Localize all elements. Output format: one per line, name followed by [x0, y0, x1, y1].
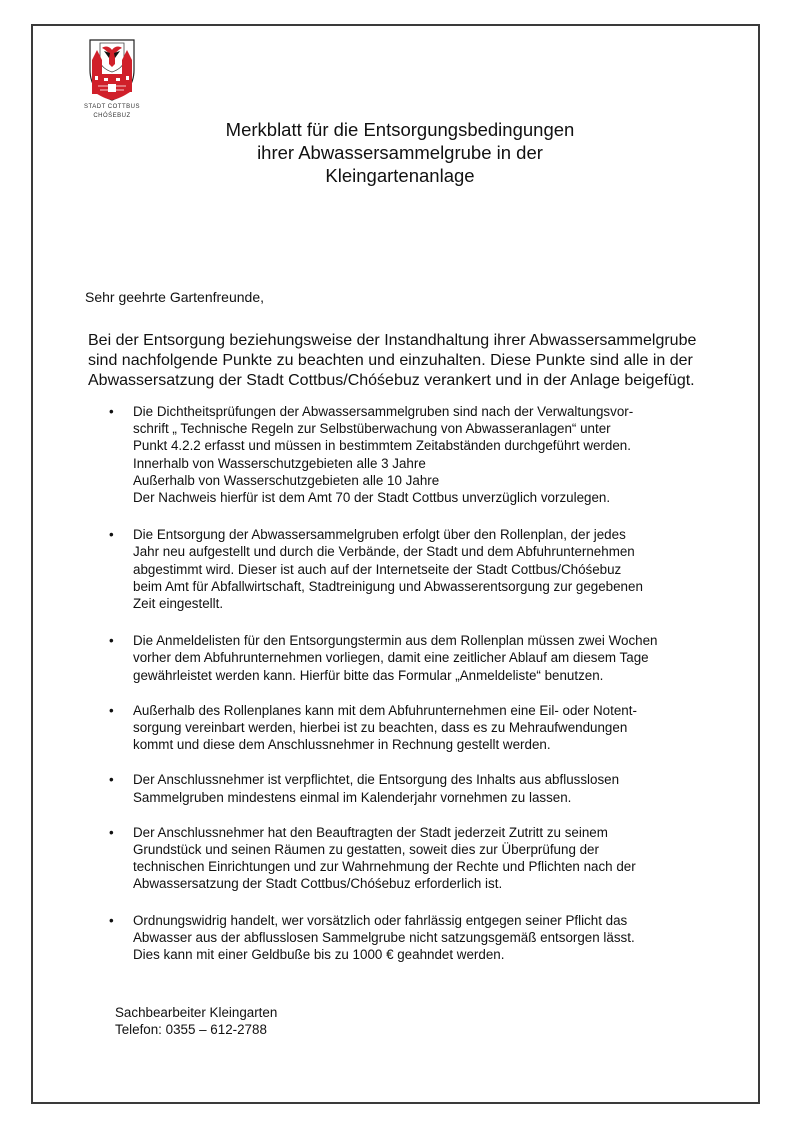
list-item — [104, 912, 724, 964]
bullet-icon: • — [109, 527, 114, 543]
list-item-line: Die Dichtheitsprüfungen der Abwassersammelgruben sind nach der Verwaltungsvor- — [133, 404, 634, 419]
list-item-line: Zeit eingestellt. — [133, 596, 224, 612]
list-item-line: beim Amt für Abfallwirtschaft, Stadtreinigung und Abwasserentsorgung zur gegebenen — [133, 578, 643, 594]
list-item-line: gewährleistet werden kann. Hierfür bitte das Formular „Anmeldeliste“ benutzen. — [133, 667, 604, 683]
list-item-line: Der Anschlussnehmer ist verpflichtet, die Entsorgung des Inhalts aus abflusslosen — [133, 772, 620, 788]
list-item-line: Außerhalb des Rollenplanes kann mit dem Abfuhrunternehmen eine Eil- oder Notent- — [133, 702, 637, 718]
list-item — [104, 632, 724, 684]
list-item-line: sorgung vereinbart werden, hierbei ist zu beachten, dass es zu Mehraufwendungen — [133, 720, 628, 736]
logo-caption-line: CHÓŚEBUZ — [93, 113, 131, 119]
intro-line: Abwassersatzung der Stadt Cottbus/Chóśebuz verankert und in der Anlage beigefügt. — [88, 372, 695, 389]
logo-caption-line: STADT COTTBUS — [84, 104, 140, 110]
list-item-line: Punkt 4.2.2 erfasst und müssen in bestimmtem Zeitabständen durchgeführt werden. — [133, 438, 631, 454]
list-item-line: Dies kann mit einer Geldbuße bis zu 1000 € geahndet werden. — [133, 947, 505, 963]
list-item-line: Grundstück und seinen Räumen zu gestatten, soweit dies zur Überprüfung der — [133, 842, 599, 858]
bullet-icon: • — [109, 702, 114, 718]
list-item-line: Die Anmeldelisten für den Entsorgungstermin aus dem Rollenplan müssen zwei Wochen — [133, 633, 658, 649]
bullet-icon: • — [109, 633, 114, 649]
document-title — [150, 118, 650, 187]
logo-caption — [76, 103, 148, 121]
intro-line: Bei der Entsorgung beziehungsweise der Instandhaltung ihrer Abwassersammelgrube — [88, 332, 697, 349]
list-item-line: Abwasser aus der abflusslosen Sammelgrube nicht satzungsgemäß entsorgen lässt. — [133, 929, 635, 945]
list-item — [104, 824, 724, 893]
list-item-line: schrift „ Technische Regeln zur Selbstüberwachung von Abwasseranlagen“ unter — [133, 421, 611, 437]
title-line: Kleingartenanlage — [325, 165, 475, 186]
contact-phone: Telefon: 0355 – 612-2788 — [115, 1022, 267, 1037]
list-item-line: Der Anschlussnehmer hat den Beauftragten der Stadt jederzeit Zutritt zu seinem — [133, 824, 608, 840]
bullet-icon: • — [109, 912, 114, 928]
bullet-icon: • — [109, 824, 114, 840]
title-line: ihrer Abwassersammelgrube in der — [257, 142, 543, 163]
list-item — [104, 403, 724, 506]
list-item-line: Abwassersatzung der Stadt Cottbus/Chóśebuz erforderlich ist. — [133, 876, 503, 892]
list-item-line: Der Nachweis hierfür ist dem Amt 70 der Stadt Cottbus unverzüglich vorzulegen. — [133, 490, 611, 506]
contact-block — [115, 1004, 277, 1038]
greeting: Sehr geehrte Gartenfreunde, — [85, 289, 265, 305]
title-line: Merkblatt für die Entsorgungsbedingungen — [225, 119, 575, 140]
list-item-line: abgestimmt wird. Dieser ist auch auf der Internetseite der Stadt Cottbus/Chóśebuz — [133, 561, 622, 577]
list-item-line: Innerhalb von Wasserschutzgebieten alle 3 Jahre — [133, 455, 426, 471]
list-item — [104, 526, 724, 612]
list-item-line: kommt und diese dem Anschlussnehmer in Rechnung gestellt werden. — [133, 737, 551, 753]
list-item-line: Außerhalb von Wasserschutzgebieten alle 10 Jahre — [133, 472, 440, 488]
intro-paragraph — [88, 331, 738, 391]
list-item — [104, 702, 724, 754]
list-item-line: Jahr neu aufgestellt und durch die Verbände, der Stadt und dem Abfuhrunternehmen — [133, 544, 635, 560]
contact-role: Sachbearbeiter Kleingarten — [115, 1005, 278, 1020]
list-item — [104, 771, 724, 805]
list-item-line: vorher dem Abfuhrunternehmen vorliegen, damit eine zeitlicher Ablauf am diesem Tage — [133, 650, 649, 666]
bullet-icon: • — [109, 772, 114, 788]
list-item-line: technischen Einrichtungen und zur Wahrnehmung der Rechte und Pflichten nach der — [133, 859, 636, 875]
intro-line: sind nachfolgende Punkte zu beachten und einzuhalten. Diese Punkte sind alle in der — [88, 352, 693, 369]
list-item-line: Die Entsorgung der Abwassersammelgruben erfolgt über den Rollenplan, der jedes — [133, 527, 626, 543]
bullet-icon: • — [109, 404, 114, 419]
list-item-line: Ordnungswidrig handelt, wer vorsätzlich oder fahrlässig entgegen seiner Pflicht das — [133, 912, 628, 928]
list-item-line: Sammelgruben mindestens einmal im Kalenderjahr vornehmen zu lassen. — [133, 789, 572, 805]
rules-list — [104, 403, 724, 963]
